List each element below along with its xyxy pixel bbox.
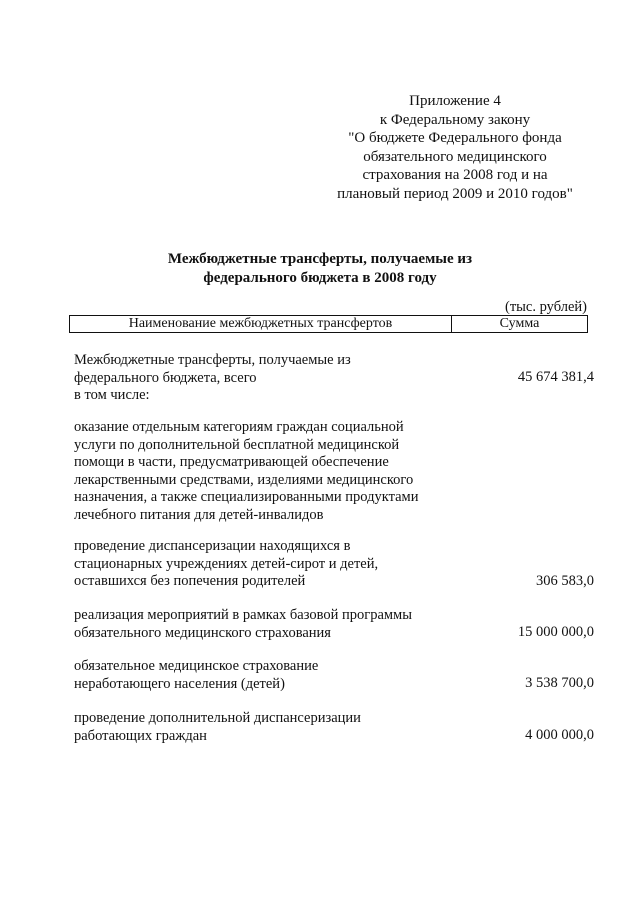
row-name-line: неработающего населения (детей) <box>74 675 285 692</box>
table-row <box>74 538 594 592</box>
row-name <box>74 607 594 642</box>
row-amount: 4 000 000,0 <box>525 727 594 743</box>
row-amount: 15 000 000,0 <box>517 624 594 640</box>
row-name <box>74 658 594 693</box>
appendix-line: к Федеральному закону <box>379 111 531 128</box>
row-name-line: в том числе: <box>74 387 150 403</box>
row-name-line: лечебного питания для детей-инвалидов <box>74 506 324 523</box>
appendix-line: "О бюджете Федерального фонда <box>348 130 562 147</box>
units-label: (тыс. рублей) <box>505 299 587 315</box>
appendix-line: страхования на 2008 год и на <box>362 167 548 184</box>
row-name-line: лекарственными средствами, изделиями медицинского <box>74 471 414 488</box>
row-name-line: федерального бюджета, всего <box>74 369 257 386</box>
row-name-line: реализация мероприятий в рамках базовой программы <box>74 607 412 623</box>
row-name <box>74 419 594 524</box>
row-name-line: назначения, а также специализированными продуктами <box>74 489 419 505</box>
row-name-line: обязательное медицинское страхование <box>74 658 319 674</box>
row-amount: 45 674 381,4 <box>517 369 594 385</box>
row-name-line: услуги по дополнительной бесплатной медицинской <box>74 436 400 453</box>
row-name-line: оставшихся без попечения родителей <box>74 573 306 589</box>
row-name <box>74 710 594 745</box>
row-name <box>74 538 594 591</box>
row-name-line: обязательного медицинского страхования <box>74 624 331 641</box>
table-row-total <box>74 352 594 406</box>
row-name-line: проведение дополнительной диспансеризации <box>74 710 361 726</box>
column-header-name: Наименование межбюджетных трансфертов <box>70 316 452 332</box>
row-name-line: помощи в части, предусматривающей обеспечение <box>74 454 389 470</box>
table-row <box>74 419 594 525</box>
document-title <box>110 250 530 288</box>
table-row <box>74 607 594 643</box>
row-name-line: стационарных учреждениях детей-сирот и детей, <box>74 555 379 572</box>
row-amount: 3 538 700,0 <box>525 675 594 691</box>
appendix-line: обязательного медицинского <box>363 148 547 165</box>
appendix-line: Приложение 4 <box>409 93 501 109</box>
table-row <box>74 710 594 746</box>
row-name-line: работающих граждан <box>74 727 207 744</box>
row-name-line: Межбюджетные трансферты, получаемые из <box>74 352 351 368</box>
title-line: федерального бюджета в 2008 году <box>203 270 437 286</box>
row-amount: 306 583,0 <box>536 573 594 589</box>
column-header-amount: Сумма <box>499 316 540 331</box>
appendix-line: плановый период 2009 и 2010 годов" <box>337 185 573 202</box>
table-row <box>74 658 594 694</box>
row-name <box>74 352 594 405</box>
title-line: Межбюджетные трансферты, получаемые из <box>167 251 473 267</box>
table-header <box>69 315 588 333</box>
row-name-line: оказание отдельным категориям граждан социальной <box>74 419 404 435</box>
appendix-header <box>320 92 590 204</box>
row-name-line: проведение диспансеризации находящихся в <box>74 538 351 554</box>
